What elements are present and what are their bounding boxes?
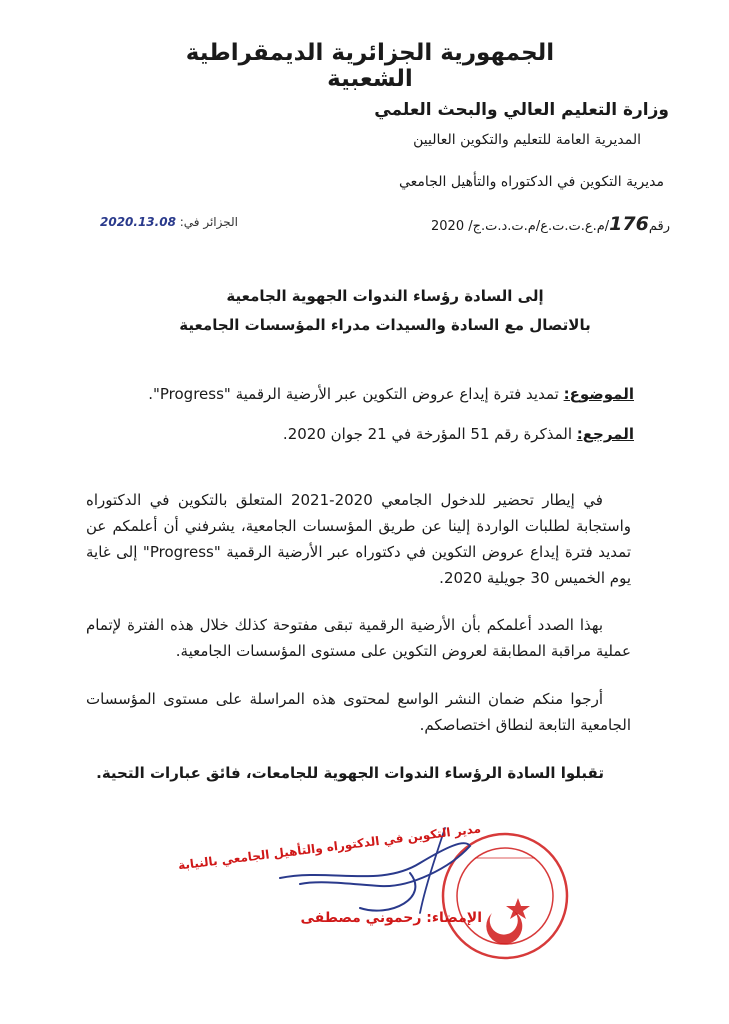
reference-text: المذكرة رقم 51 المؤرخة في 21 جوان 2020.	[282, 425, 577, 443]
date-line	[100, 215, 238, 229]
directorate-heading: المديرية العامة للتعليم والتكوين العاليين	[413, 132, 641, 148]
body-paragraph-1: في إيطار تحضير للدخول الجامعي 2020-2021 المتعلق بالتكوين في الدكتوراه واستجابة لطلبات الواردة إلينا عن طريق المؤسسات الجامعية، يشرفني أن أعلمكم عن تمديد فترة إيداع عروض التكوين في دكتوراه عبر الأرضية الرقمية "Progress" إلى غاية يوم الخميس 30 جويلية 2020.	[86, 491, 631, 587]
signatory-name: الإمضاء: رحموني مصطفى	[300, 910, 482, 926]
body-paragraph-3: أرجوا منكم ضمان النشر الواسع لمحتوى هذه المراسلة على مستوى المؤسسات الجامعية التابعة لنطاق اختصاصكم.	[86, 690, 631, 734]
body-paragraph-2: بهذا الصدد أعلمكم بأن الأرضية الرقمية تبقى مفتوحة كذلك خلال هذه الفترة لإتمام عملية مراقبة المطابقة لعروض التكوين على مستوى المؤسسات الجامعية.	[86, 616, 631, 660]
subdirectorate-heading: مديرية التكوين في الدكتوراه والتأهيل الجامعي	[399, 174, 664, 190]
ministry-heading: وزارة التعليم العالي والبحث العلمي	[374, 100, 669, 120]
subject-text: تمديد فترة إيداع عروض التكوين عبر الأرضية الرقمية "Progress".	[148, 385, 564, 403]
reference-line	[283, 425, 634, 443]
subject-line	[148, 385, 634, 403]
subject-label: الموضوع:	[563, 385, 634, 403]
reference-suffix: /م.ع.ت.ت.ع/م.ت.د.ت.ج/ 2020	[431, 219, 610, 234]
signatory-title: مدير التكوين في الدكتوراه والتأهيل الجامعي بالنيابة	[177, 821, 482, 873]
addressee-line-1: إلى السادة رؤساء الندوات الجهوية الجامعية	[226, 287, 544, 305]
date-label: الجزائر في:	[175, 215, 238, 229]
reference-label: المرجع:	[576, 425, 634, 443]
republic-heading: الجمهورية الجزائرية الديمقراطية الشعبية	[185, 40, 555, 92]
signature-block	[177, 818, 570, 968]
handwritten-number: 176	[609, 213, 649, 235]
handwritten-date: 2020.13.08	[100, 215, 176, 229]
reference-number	[431, 213, 670, 235]
addressee-line-2: بالاتصال مع السادة والسيدات مدراء المؤسسات الجامعية	[179, 316, 591, 334]
closing-line: تقبلوا السادة الرؤساء الندوات الجهوية للجامعات، فائق عبارات التحية.	[96, 764, 604, 782]
reference-row	[100, 213, 670, 237]
reference-prefix: رقم	[648, 219, 670, 234]
